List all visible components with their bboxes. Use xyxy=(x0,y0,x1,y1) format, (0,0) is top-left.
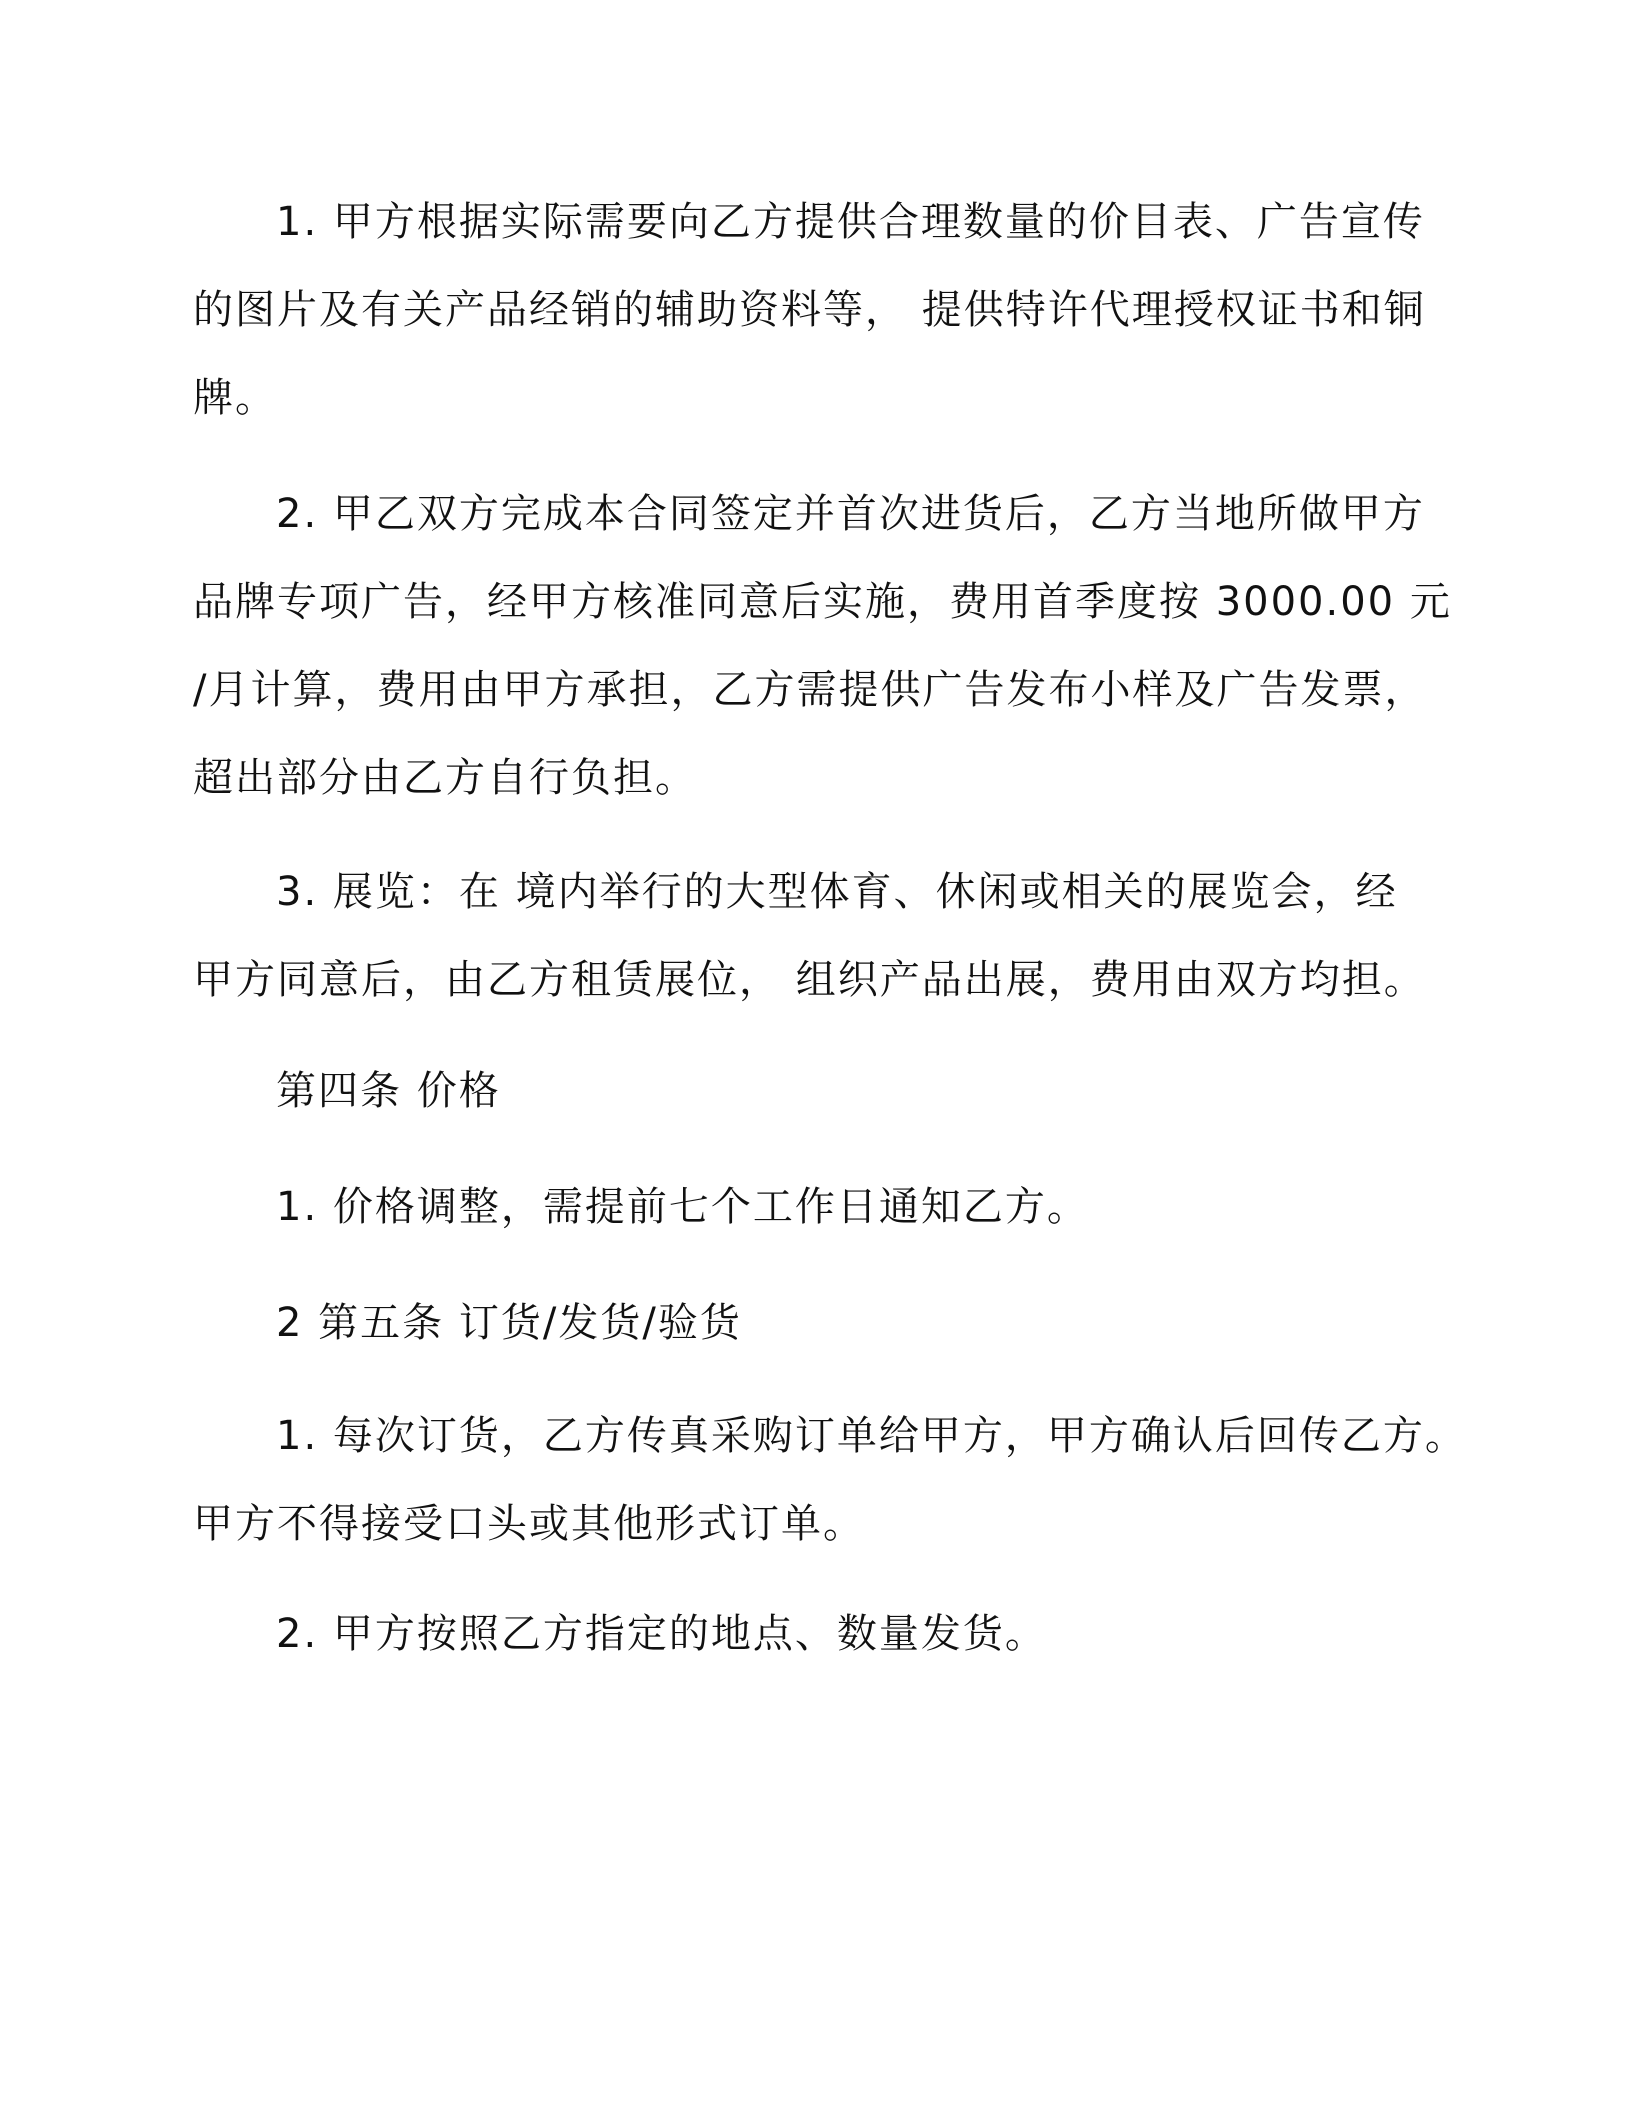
text-line: 2 第五条 订货/发货/验货 xyxy=(276,1300,742,1346)
clause-3-item-3 xyxy=(193,848,1453,1024)
clause-5-item-2 xyxy=(193,1590,1453,1678)
text-line: 甲方同意后，由乙方租赁展位， 组织产品出展，费用由双方均担。 xyxy=(193,957,1426,1003)
text-line: 1. 甲方根据实际需要向乙方提供合理数量的价目表、广告宣传 xyxy=(276,199,1425,245)
clause-3-item-1 xyxy=(193,178,1453,442)
text-line: 甲方不得接受口头或其他形式订单。 xyxy=(193,1501,865,1547)
text-line: /月计算，费用由甲方承担，乙方需提供广告发布小样及广告发票， xyxy=(193,667,1427,713)
text-line: 2. 甲方按照乙方指定的地点、数量发货。 xyxy=(276,1611,1047,1657)
text-line: 3. 展览：在 境内举行的大型体育、休闲或相关的展览会，经 xyxy=(276,869,1398,915)
clause-4-item-1 xyxy=(193,1163,1453,1251)
text-line: 1. 每次订货，乙方传真采购订单给甲方，甲方确认后回传乙方。 xyxy=(276,1413,1467,1459)
clause-5-item-1 xyxy=(193,1392,1467,1568)
text-line: 牌。 xyxy=(193,375,277,421)
text-line: 1. 价格调整，需提前七个工作日通知乙方。 xyxy=(276,1184,1089,1230)
text-line: 的图片及有关产品经销的辅助资料等， 提供特许代理授权证书和铜 xyxy=(193,287,1426,333)
text-line: 2. 甲乙双方完成本合同签定并首次进货后，乙方当地所做甲方 xyxy=(276,491,1425,537)
text-line: 超出部分由乙方自行负担。 xyxy=(193,755,697,801)
clause-3-item-2 xyxy=(193,470,1453,822)
section-heading-article-5 xyxy=(193,1279,1453,1367)
text-line: 品牌专项广告，经甲方核准同意后实施，费用首季度按 3000.00 元 xyxy=(193,579,1452,625)
section-heading-article-4 xyxy=(193,1047,1453,1135)
text-line: 第四条 价格 xyxy=(276,1068,501,1114)
